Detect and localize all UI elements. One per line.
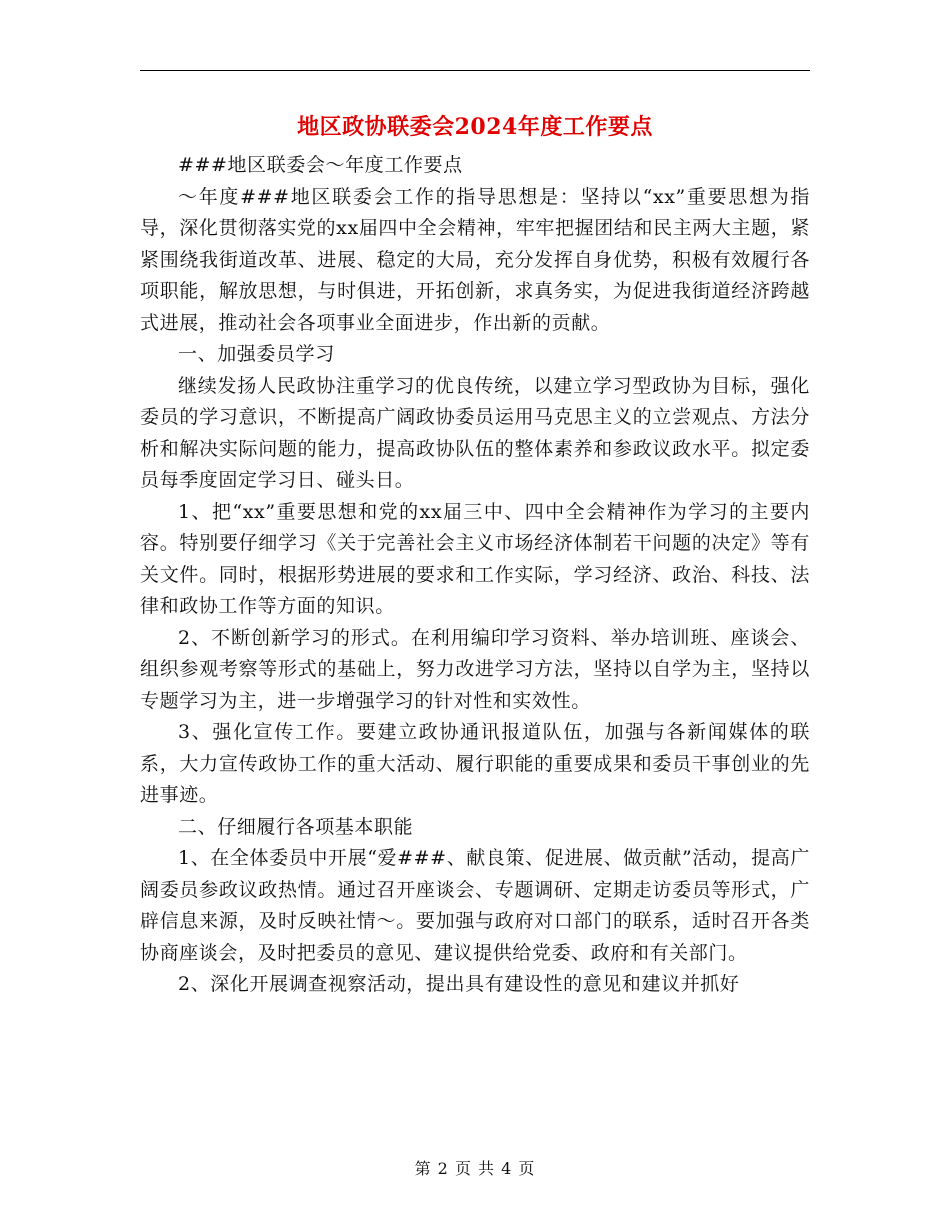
header-rule bbox=[140, 70, 810, 71]
document-title: 地区政协联委会2024年度工作要点 bbox=[297, 114, 653, 140]
section-heading-1: 一、加强委员学习 bbox=[178, 343, 335, 365]
paragraph-section-1-intro: 继续发扬人民政协注重学习的优良传统，以建立学习型政协为目标，强化委员的学习意识，不断提高广阔政协委员运用马克思主义的立尝观点、方法分析和解决实际问题的能力，提高政协队伍的整体素养和参政议政水平。拟定委员每季度固定学习日、碰头日。 bbox=[140, 374, 810, 491]
paragraph-item-1-1: 1、把“xx”重要思想和党的xx届三中、四中全会精神作为学习的主要内容。特别要仔细学习《关于完善社会主义市场经济体制若干问题的决定》等有关文件。同时，根据形势进展的要求和工作实际，学习经济、政治、科技、法律和政协工作等方面的知识。 bbox=[140, 500, 810, 617]
paragraph-item-1-2: 2、不断创新学习的形式。在利用编印学习资料、举办培训班、座谈会、组织参观考察等形式的基础上，努力改进学习方法，坚持以自学为主，坚持以专题学习为主，进一步增强学习的针对性和实效性。 bbox=[140, 626, 810, 712]
paragraph-guiding-thought: ～年度###地区联委会工作的指导思想是：坚持以“xx”重要思想为指导，深化贯彻落实党的xx届四中全会精神，牢牢把握团结和民主两大主题，紧紧围绕我街道改革、进展、稳定的大局，充分发挥自身优势，积极有效履行各项职能，解放思想，与时俱进，开拓创新，求真务实，为促进我街道经济跨越式进展，推动社会各项事业全面进步，作出新的贡献。 bbox=[140, 185, 810, 334]
paragraph-item-2-2: 2、深化开展调查视察活动，提出具有建设性的意见和建议并抓好 bbox=[178, 973, 740, 995]
paragraph-subtitle: ###地区联委会～年度工作要点 bbox=[178, 154, 463, 176]
document-body bbox=[140, 150, 810, 1001]
paragraph-item-1-3: 3、强化宣传工作。要建立政协通讯报道队伍，加强与各新闻媒体的联系，大力宣传政协工作的重大活动、履行职能的重要成果和委员干事创业的先进事迹。 bbox=[140, 721, 810, 806]
page-footer bbox=[0, 1156, 950, 1179]
section-heading-2: 二、仔细履行各项基本职能 bbox=[178, 815, 414, 838]
page-number: 第 2 页 共 4 页 bbox=[414, 1159, 536, 1178]
paragraph-item-2-1: 1、在全体委员中开展“爱###、献良策、促进展、做贡献”活动，提高广阔委员参政议政热情。通过召开座谈会、专题调研、定期走访委员等形式，广辟信息来源，及时反映社情～。要加强与政府对口部门的联系，适时召开各类协商座谈会，及时把委员的意见、建议提供给党委、政府和有关部门。 bbox=[140, 847, 810, 964]
